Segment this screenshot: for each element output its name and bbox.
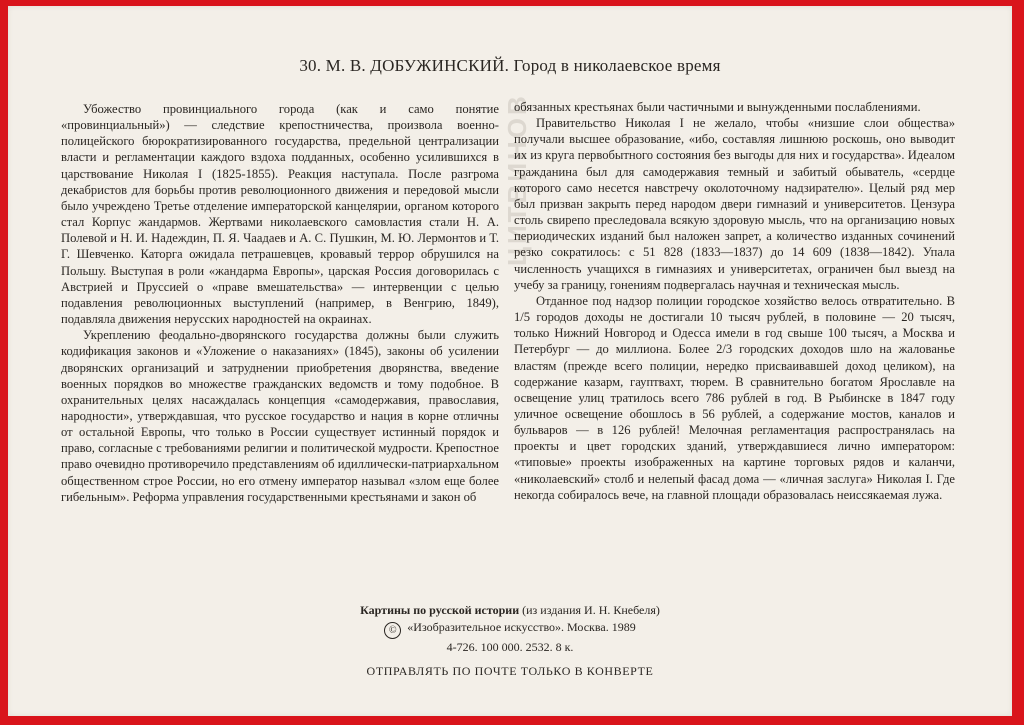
- copyright-icon: ©: [384, 622, 401, 639]
- text-column-right: [514, 99, 955, 503]
- publication-footer: [8, 602, 1012, 680]
- paragraph: Правительство Николая I не желало, чтобы «низшие слои общества» получали высшее образование, «ибо, составляя лишнюю роскошь, оно выводит их из круга первобытного состояния без выгоды для них и государства». Идеалом гражданина был для самодержавия темный и забитый обыватель, «сердце которого само несется навстречу околоточному надзирателю». Целый ряд мер был призван закрыть перед народом двери гимназий и университетов. Цензура столь свирепо преследовала всякую здоровую мысль, что на организацию новых периодических изданий был наложен запрет, а количество изданных сочинений резко сократилось: с 51 828 (1833—1837) до 14 609 (1838—1842). Упала численность учащихся в гимназиях и университетах, ограничен был выезд на учебу за границу, гонениям подвергалась научная и техническая мысль.: [514, 116, 955, 292]
- paragraph: Убожество провинциального города (как и само понятие «провинциальный») — следствие крепостничества, произвола военно-полицейского бюрократизированного государства, предельной централизации власти и регламентации каждого вздоха подданных, особенно усилившихся в царствование Николая I (1825-1855). Реакция наступала. После разгрома декабристов для борьбы против революционного движения и передовой мысли было учреждено Третье отделение императорской канцелярии, органом которого стал Корпус жандармов. Жертвами николаевского самовластия стали Н. А. Полевой и Н. И. Надеждин, П. Я. Чаадаев и А. С. Пушкин, М. Ю. Лермонтов и Т. Г. Шевченко. Каторга ожидала петрашевцев, кровавый террор обрушился на Польшу. Выступая в роли «жандарма Европы», царская Россия договорилась с Австрией и Пруссией о «праве вмешательства» — интервенции с целью подавления революционных выступлений (например, в Венгрию, 1849), подавляла движения нерусских народностей на окраинах.: [61, 102, 499, 327]
- mail-note: ОТПРАВЛЯТЬ ПО ПОЧТЕ ТОЛЬКО В КОНВЕРТЕ: [366, 664, 654, 678]
- paragraph: Отданное под надзор полиции городское хозяйство велось отвратительно. В 1/5 городов доходы не достигали 10 тысяч рублей, в половине — 20 тысяч, только Нижний Новгород и Одесса имели в год свыше 100 тысяч, а Москва и Петербург — до миллиона. Более 2/3 городских доходов шло на жалованье властям (прежде всего полиции, нередко присваивавшей доход целиком), на содержание казарм, гауптвахт, тюрем. В сравнительно богатом Ярославле на освещение улиц тратилось всего 786 рублей в год. В Рыбинске в 1847 году уличное освещение обошлось в 56 рублей, а содержание мостов, каналов и бульваров — в 126 рублей! Мелочная регламентация распространялась на проекты и цвет городских зданий, утверждавшиеся лично императором: «типовые» проекты изображенных на картине торговых рядов и каланчи, «николаевский» столб и нелепый фасад дома — «личная заслуга» Николая I. Где некогда собиралось вече, на главной площади образовалась неиссякаемая лужа.: [514, 293, 955, 502]
- paragraph: Укреплению феодально-дворянского государства должны были служить кодификация законов и «Уложение о наказаниях» (1845), законы об усилении дворянских организаций и затруднении приобретения дворянства, введение военных порядков во множестве гражданских ведомств и тому подобное. В охранительных целях насаждалась концепция «самодержавия, православия, народности», утверждавшая, что русское государство и нация в корне отличны от остальной Европы, что только в России существует истинный порядок и право, согласные с требованиями религии и политической мудрости. Крепостное право очевидно противоречило представлениям об идиллически-патриархальном общественном строе России, но его отмену император называл «злом еще более гибельным». Реформа управления государственными крестьянами и закон об: [61, 328, 499, 504]
- text-column-left: [61, 101, 499, 505]
- page-title: 30. М. В. ДОБУЖИНСКИЙ. Город в николаевское время: [299, 56, 721, 75]
- source-note: (из издания И. Н. Кнебеля): [522, 603, 660, 617]
- publisher: «Изобразительное искусство». Москва. 1989: [407, 620, 636, 634]
- paragraph: обязанных крестьянах были частичными и вынужденными послаблениями.: [514, 100, 921, 114]
- series-title: Картины по русской истории: [360, 603, 520, 617]
- watermark-stamp: ЦИТВИНОВ: [502, 93, 532, 266]
- series-line: [8, 602, 1012, 619]
- print-info: 4-726. 100 000. 2532. 8 к.: [446, 640, 574, 654]
- postcard-back: [8, 6, 1012, 716]
- publisher-line: [8, 619, 1012, 639]
